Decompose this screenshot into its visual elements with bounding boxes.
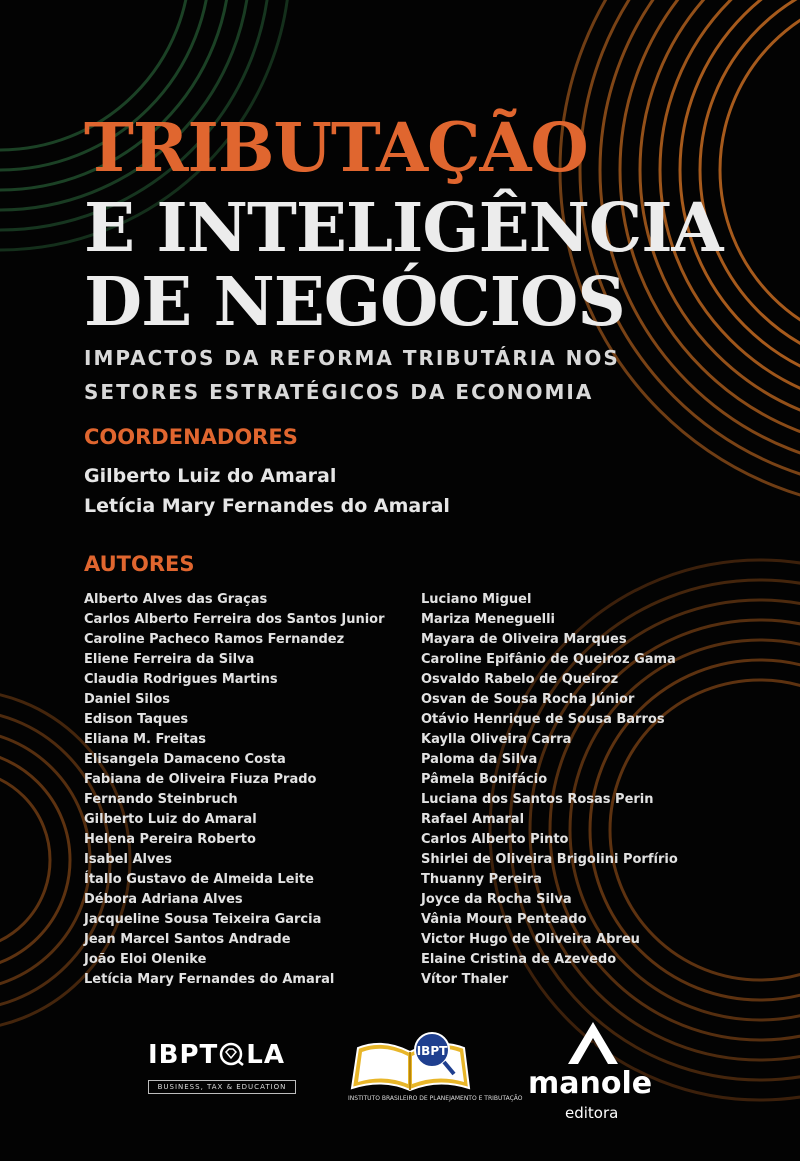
coordinator-name: Gilberto Luiz do Amaral — [84, 465, 337, 487]
author-name: Eliene Ferreira da Silva — [84, 652, 255, 667]
author-name: Ítallo Gustavo de Almeida Leite — [84, 872, 314, 887]
subtitle-line-2: SETORES ESTRATÉGICOS DA ECONOMIA — [84, 380, 594, 404]
coordinator-name: Letícia Mary Fernandes do Amaral — [84, 495, 450, 517]
author-name: Débora Adriana Alves — [84, 892, 243, 907]
author-name: Helena Pereira Roberto — [84, 832, 256, 847]
author-name: Vânia Moura Penteado — [421, 912, 587, 927]
author-name: Pâmela Bonifácio — [421, 772, 548, 787]
publisher-sub: editora — [565, 1104, 619, 1122]
author-name: Caroline Pacheco Ramos Fernandez — [84, 632, 345, 647]
author-name: Joyce da Rocha Silva — [421, 892, 572, 907]
author-name: Daniel Silos — [84, 692, 171, 707]
author-name: Edison Taques — [84, 712, 189, 727]
author-name: Rafael Amaral — [421, 812, 525, 827]
author-name: Shirlei de Oliveira Brigolini Porfírio — [421, 852, 678, 867]
author-name: Eliana M. Freitas — [84, 732, 206, 747]
manole-mark-icon — [558, 1020, 628, 1066]
author-name: Victor Hugo de Oliveira Abreu — [421, 932, 640, 947]
ibpt-ola-logo — [148, 1040, 298, 1098]
author-name: Caroline Epifânio de Queiroz Gama — [421, 652, 676, 667]
author-name: Claudia Rodrigues Martins — [84, 672, 278, 687]
publisher-name: manole — [528, 1066, 653, 1101]
author-name: Kaylla Oliveira Carra — [421, 732, 572, 747]
author-name: Fabiana de Oliveira Fiuza Prado — [84, 772, 317, 787]
author-name: Luciano Miguel — [421, 592, 532, 607]
authors-heading: AUTORES — [84, 552, 195, 576]
author-name: Isabel Alves — [84, 852, 172, 867]
title-line-1: TRIBUTAÇÃO — [84, 108, 588, 187]
author-name: Letícia Mary Fernandes do Amaral — [84, 972, 335, 987]
ibpt-institute-logo — [348, 1028, 523, 1108]
author-name: Alberto Alves das Graças — [84, 592, 268, 607]
coordinators-heading: COORDENADORES — [84, 425, 298, 449]
ibpt-ola-tagline: BUSINESS, TAX & EDUCATION — [148, 1080, 296, 1094]
authors-list-left — [84, 590, 385, 990]
author-name: Otávio Henrique de Sousa Barros — [421, 712, 665, 727]
author-name: Jacqueline Sousa Teixeira Garcia — [84, 912, 322, 927]
ibpt-badge-text: IBPT — [416, 1044, 448, 1058]
author-name: Carlos Alberto Ferreira dos Santos Junior — [84, 612, 385, 627]
author-name: Elaine Cristina de Azevedo — [421, 952, 617, 967]
author-name: Gilberto Luiz do Amaral — [84, 812, 257, 827]
author-name: Fernando Steinbruch — [84, 792, 238, 807]
author-name: Mayara de Oliveira Marques — [421, 632, 627, 647]
title-line-3: DE NEGÓCIOS — [84, 262, 625, 341]
authors-list-right — [421, 590, 678, 990]
diamond-o-icon — [218, 1042, 246, 1066]
subtitle-line-1: IMPACTOS DA REFORMA TRIBUTÁRIA NOS — [84, 346, 620, 370]
author-name: João Eloi Olenike — [84, 952, 207, 967]
author-name: Mariza Meneguelli — [421, 612, 556, 627]
author-name: Jean Marcel Santos Andrade — [84, 932, 291, 947]
author-name: Osvaldo Rabelo de Queiroz — [421, 672, 619, 687]
author-name: Elisangela Damaceno Costa — [84, 752, 286, 767]
author-name: Osvan de Sousa Rocha Júnior — [421, 692, 635, 707]
title-line-2: E INTELIGÊNCIA — [84, 188, 723, 267]
author-name: Luciana dos Santos Rosas Perin — [421, 792, 654, 807]
author-name: Vítor Thaler — [421, 972, 509, 987]
author-name: Carlos Alberto Pinto — [421, 832, 569, 847]
open-book-icon — [348, 1028, 473, 1094]
ibpt-institute-caption: INSTITUTO BRASILEIRO DE PLANEJAMENTO E TRIBUTAÇÃO — [348, 1095, 523, 1102]
ibpt-ola-wordmark: IBPT LA — [148, 1040, 285, 1070]
author-name: Paloma da Silva — [421, 752, 538, 767]
author-name: Thuanny Pereira — [421, 872, 542, 887]
manole-logo — [528, 1020, 658, 1120]
